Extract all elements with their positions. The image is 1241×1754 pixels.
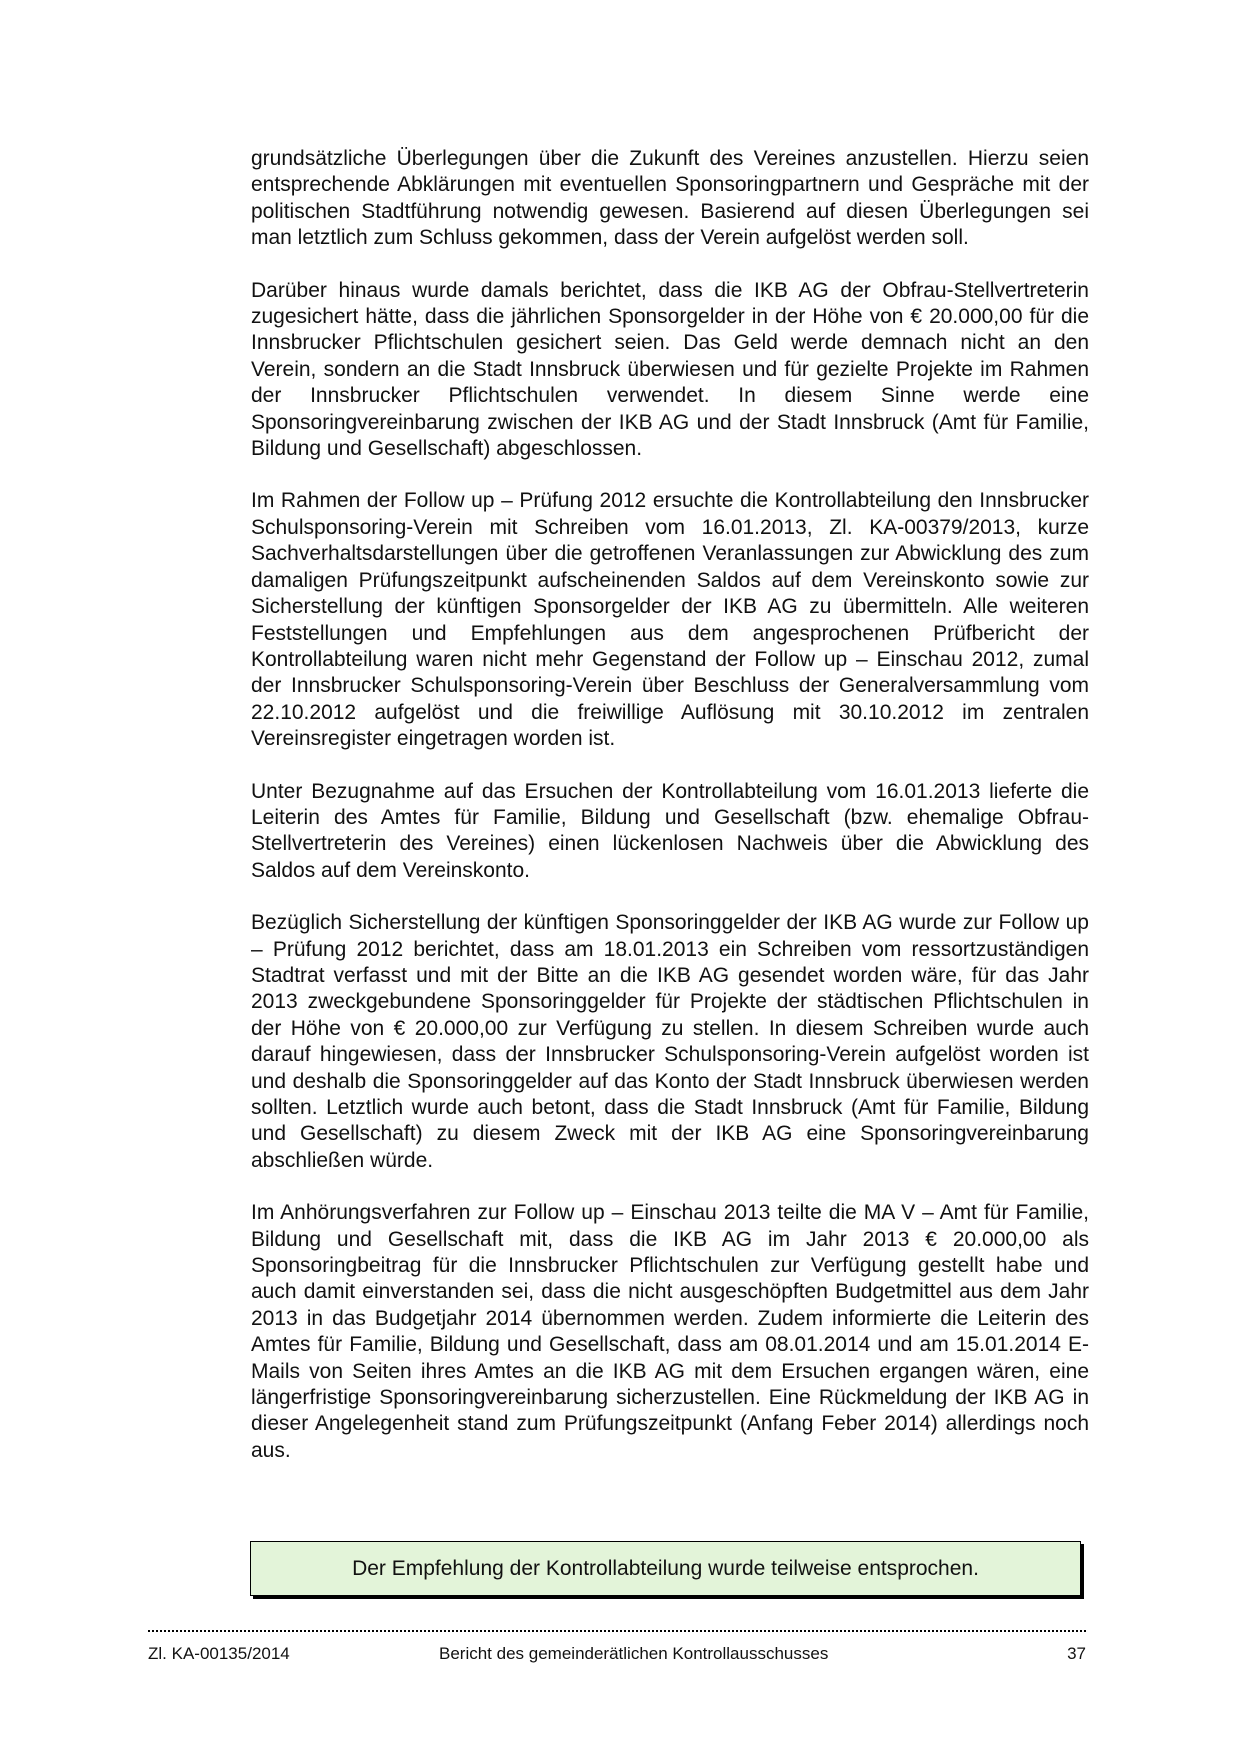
paragraph-1: grundsätzliche Überlegungen über die Zukunft des Vereines anzustellen. Hierzu seien entsprechende Abklärungen mit eventuellen Sponsoringpartnern und Gespräche mit der politischen Stadtführung notwendig gewesen. Basierend auf diesen Überlegungen sei man letztlich zum Schluss gekommen, dass der Verein aufgelöst werden soll.: [251, 147, 1089, 250]
page-footer: [148, 1643, 1086, 1665]
footer-page-number: 37: [1067, 1644, 1086, 1663]
paragraph-5: Bezüglich Sicherstellung der künftigen Sponsoringgelder der IKB AG wurde zur Follow up – Prüfung 2012 berichtet, dass am 18.01.2013 ein Schreiben vom ressortzuständigen Stadtrat verfasst und mit der Bitte an die IKB AG gesendet worden wäre, für das Jahr 2013 zweckgebundene Sponsoringgelder für Projekte der städtischen Pflichtschulen in der Höhe von € 20.000,00 zur Verfügung zu stellen. In diesem Schreiben wurde auch darauf hingewiesen, dass der Innsbrucker Schulsponsoring-Verein aufgelöst worden ist und deshalb die Sponsoringgelder auf das Konto der Stadt Innsbruck überwiesen werden sollten. Letztlich wurde auch betont, dass die Stadt Innsbruck (Amt für Familie, Bildung und Gesellschaft) zu diesem Zweck mit der IKB AG eine Sponsoringvereinbarung abschließen würde.: [251, 911, 1089, 1172]
recommendation-status-text: Der Empfehlung der Kontrollabteilung wurde teilweise entsprochen.: [352, 1556, 979, 1580]
paragraph-4: Unter Bezugnahme auf das Ersuchen der Kontrollabteilung vom 16.01.2013 lieferte die Leiterin des Amtes für Familie, Bildung und Gesellschaft (bzw. ehemalige Obfrau-Stellvertreterin des Vereines) einen lückenlosen Nachweis über die Abwicklung des Saldos auf dem Vereinskonto.: [251, 779, 1089, 882]
footer-divider: [148, 1630, 1086, 1632]
body-text: [251, 146, 1089, 1464]
paragraph-2: Darüber hinaus wurde damals berichtet, dass die IKB AG der Obfrau-Stellvertreterin zugesichert hätte, dass die jährlichen Sponsorgelder in der Höhe von € 20.000,00 für die Innsbrucker Pflichtschulen gesichert seien. Das Geld werde demnach nicht an den Verein, sondern an die Stadt Innsbruck überwiesen und für gezielte Projekte im Rahmen der Innsbrucker Pflichtschulen verwendet. In diesem Sinne werde eine Sponsoringvereinbarung zwischen der IKB AG und der Stadt Innsbruck (Amt für Familie, Bildung und Gesellschaft) abgeschlossen.: [251, 278, 1089, 461]
footer-report-title: Bericht des gemeinderätlichen Kontrollausschusses: [439, 1644, 829, 1663]
footer-reference-number: Zl. KA-00135/2014: [148, 1644, 290, 1663]
paragraph-6: Im Anhörungsverfahren zur Follow up – Einschau 2013 teilte die MA V – Amt für Familie, Bildung und Gesellschaft mit, dass die IKB AG im Jahr 2013 € 20.000,00 als Sponsoringbeitrag für die Innsbrucker Pflichtschulen zur Verfügung gestellt habe und auch damit einverstanden sei, dass die nicht ausgeschöpften Budgetmittel aus dem Jahr 2013 in das Budgetjahr 2014 übernommen werden. Zudem informierte die Leiterin des Amtes für Familie, Bildung und Gesellschaft, dass am 08.01.2014 und am 15.01.2014 E-Mails von Seiten ihres Amtes an die IKB AG mit dem Ersuchen ergangen wären, eine längerfristige Sponsoringvereinbarung sicherzustellen. Eine Rückmeldung der IKB AG in dieser Angelegenheit stand zum Prüfungszeitpunkt (Anfang Feber 2014) allerdings noch aus.: [251, 1201, 1089, 1462]
paragraph-3: Im Rahmen der Follow up – Prüfung 2012 ersuchte die Kontrollabteilung den Innsbrucker Schulsponsoring-Verein mit Schreiben vom 16.01.2013, Zl. KA-00379/2013, kurze Sachverhaltsdarstellungen über die getroffenen Veranlassungen zur Abwicklung des zum damaligen Prüfungszeitpunkt aufscheinenden Saldos auf dem Vereinskonto sowie zur Sicherstellung der künftigen Sponsorgelder der IKB AG zu übermitteln. Alle weiteren Feststellungen und Empfehlungen aus dem angesprochenen Prüfbericht der Kontrollabteilung waren nicht mehr Gegenstand der Follow up – Einschau 2012, zumal der Innsbrucker Schulsponsoring-Verein über Beschluss der Generalversammlung vom 22.10.2012 aufgelöst und die freiwillige Auflösung mit 30.10.2012 im zentralen Vereinsregister eingetragen worden ist.: [251, 489, 1089, 751]
recommendation-status-box: [250, 1541, 1081, 1596]
